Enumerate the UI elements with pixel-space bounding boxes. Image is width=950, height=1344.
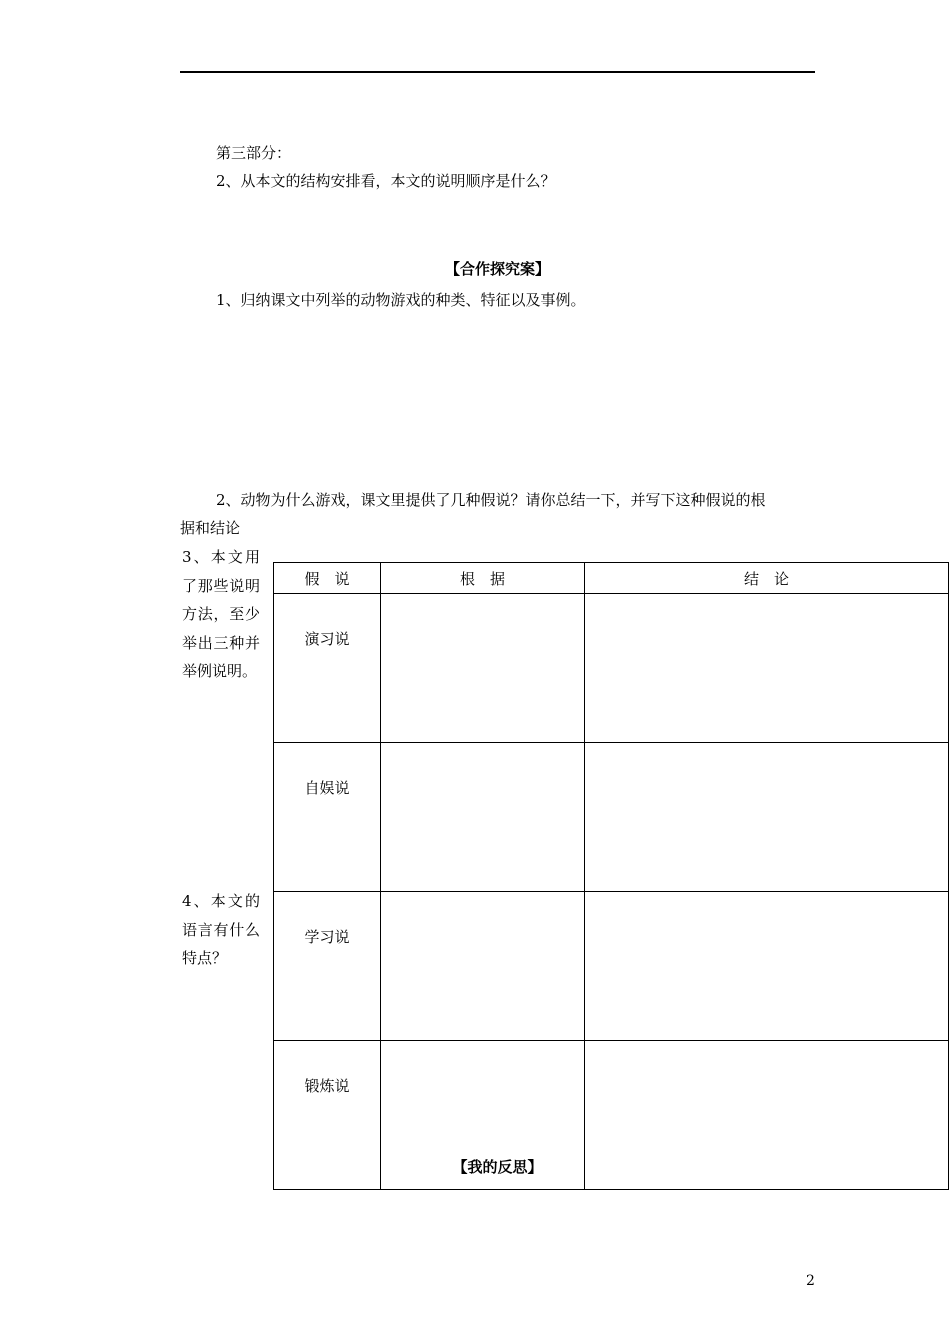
hypothesis-name: 锻炼说 [274, 1041, 381, 1190]
question-structure-order: 2、从本文的结构安排看，本文的说明顺序是什么？ [216, 172, 556, 190]
section-heading-reflection: 【我的反思】 [452, 1158, 543, 1176]
header-rule [180, 71, 815, 73]
basis-cell[interactable] [381, 594, 585, 743]
hypothesis-table [273, 562, 949, 1190]
header-hypothesis: 假 说 [274, 563, 381, 594]
question-hypotheses-line2: 据和结论 [180, 519, 241, 537]
table-row [274, 892, 949, 1041]
hypothesis-name: 演习说 [274, 594, 381, 743]
part3-label: 第三部分： [216, 144, 292, 162]
page-number: 2 [806, 1273, 815, 1289]
basis-cell[interactable] [381, 892, 585, 1041]
conclusion-cell[interactable] [585, 743, 949, 892]
header-basis: 根 据 [381, 563, 585, 594]
hypothesis-name: 学习说 [274, 892, 381, 1041]
table-row [274, 594, 949, 743]
header-conclusion: 结 论 [585, 563, 949, 594]
basis-cell[interactable] [381, 743, 585, 892]
table-row [274, 743, 949, 892]
conclusion-cell[interactable] [585, 594, 949, 743]
question-hypotheses-line1: 2、动物为什么游戏，课文里提供了几种假说？请你总结一下，并写下这种假说的根 [216, 491, 766, 509]
conclusion-cell[interactable] [585, 892, 949, 1041]
table-header-row [274, 563, 949, 594]
question-explanation-methods: 3、本文用了那些说明方法，至少举出三种并举例说明。 [182, 548, 260, 680]
hypothesis-name: 自娱说 [274, 743, 381, 892]
section-heading-cooperative: 【合作探究案】 [444, 260, 550, 278]
question-animal-games: 1、归纳课文中列举的动物游戏的种类、特征以及事例。 [216, 291, 586, 309]
question-language-features: 4、本文的语言有什么特点？ [182, 892, 260, 967]
